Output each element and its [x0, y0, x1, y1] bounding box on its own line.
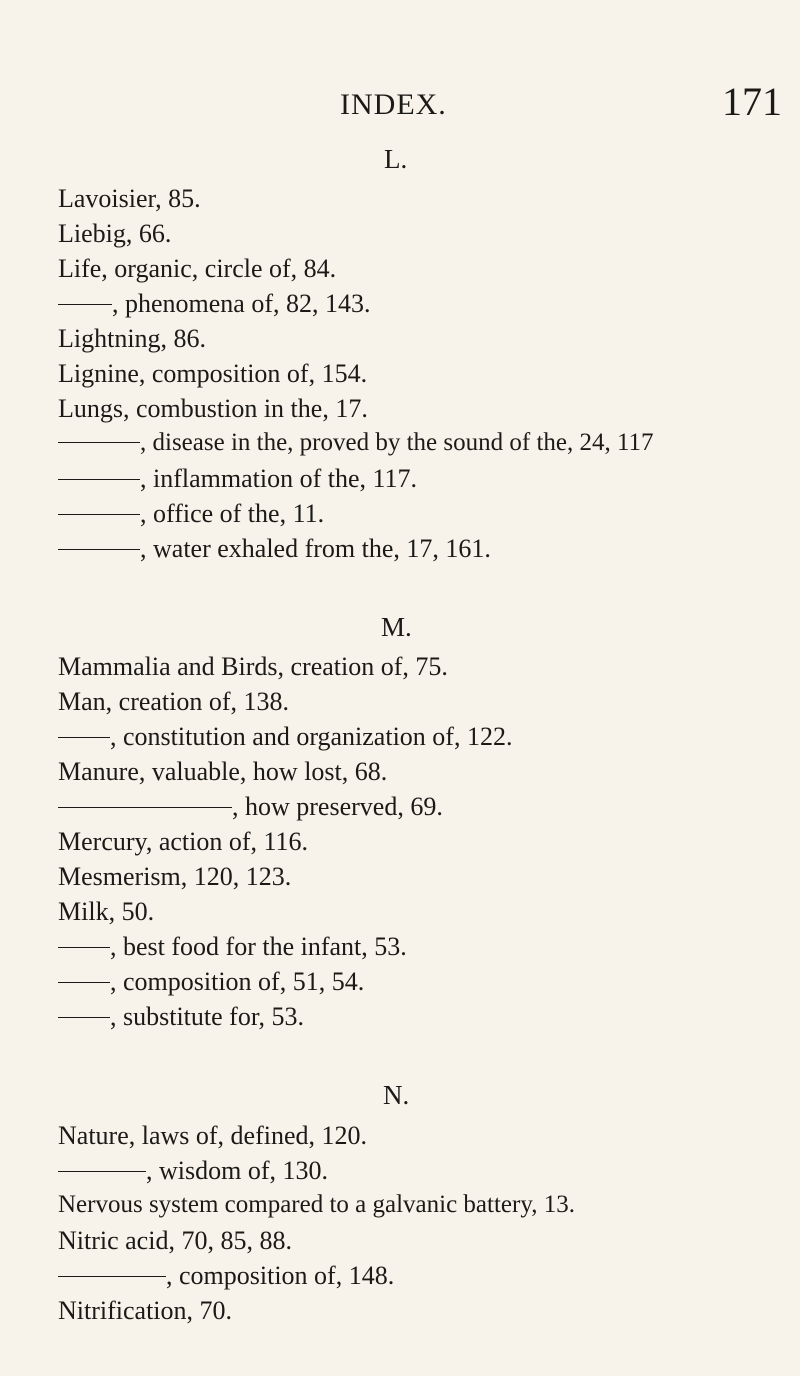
section-letter-m: M. — [381, 612, 412, 642]
ditto-dash — [58, 514, 140, 515]
index-entry: , composition of, 51, 54. — [58, 967, 364, 997]
index-entry: Manure, valuable, how lost, 68. — [58, 757, 388, 786]
index-entry: Life, organic, circle of, 84. — [58, 254, 337, 283]
index-entry: , wisdom of, 130. — [58, 1156, 328, 1186]
index-entry: Mammalia and Birds, creation of, 75. — [58, 652, 448, 681]
index-entry: , best food for the infant, 53. — [58, 932, 407, 962]
index-entry: Milk, 50. — [58, 897, 155, 926]
ditto-dash — [58, 1017, 110, 1018]
index-entry: Mercury, action of, 116. — [58, 827, 309, 856]
index-entry: , constitution and organization of, 122. — [58, 722, 512, 752]
ditto-dash — [58, 807, 232, 808]
ditto-dash — [58, 304, 112, 305]
index-entry: Nature, laws of, defined, 120. — [58, 1121, 368, 1150]
index-entry: , phenomena of, 82, 143. — [58, 289, 371, 319]
index-entry: Liebig, 66. — [58, 219, 172, 248]
ditto-dash — [58, 1171, 146, 1172]
index-entry: , water exhaled from the, 17, 161. — [58, 534, 491, 564]
index-entry: Lightning, 86. — [58, 324, 207, 353]
index-entry: Nitrification, 70. — [58, 1296, 233, 1325]
index-entry: Lignine, composition of, 154. — [58, 359, 368, 388]
index-entry: , office of the, 11. — [58, 499, 324, 529]
ditto-dash — [58, 982, 110, 983]
section-letter-l: L. — [384, 144, 408, 174]
section-letter-n: N. — [383, 1080, 410, 1110]
index-entry: Lungs, combustion in the, 17. — [58, 394, 368, 423]
ditto-dash — [58, 549, 140, 550]
index-entry: , inflammation of the, 117. — [58, 464, 417, 494]
index-entry: , substitute for, 53. — [58, 1002, 304, 1032]
ditto-dash — [58, 947, 110, 948]
index-entry: Mesmerism, 120, 123. — [58, 862, 292, 891]
index-entry: , composition of, 148. — [58, 1261, 394, 1291]
index-entry: , disease in the, proved by the sound of the, 24, 117 — [58, 429, 654, 457]
ditto-dash — [58, 442, 140, 443]
index-entry: Nitric acid, 70, 85, 88. — [58, 1226, 292, 1255]
page-number: 171 — [722, 79, 782, 124]
ditto-dash — [58, 737, 110, 738]
ditto-dash — [58, 479, 140, 480]
ditto-dash — [58, 1276, 166, 1277]
index-entry: Lavoisier, 85. — [58, 184, 201, 213]
running-head-title: INDEX. — [340, 88, 447, 121]
index-entry: Nervous system compared to a galvanic battery, 13. — [58, 1191, 575, 1218]
index-entry: Man, creation of, 138. — [58, 687, 290, 716]
index-entry: , how preserved, 69. — [58, 792, 443, 822]
